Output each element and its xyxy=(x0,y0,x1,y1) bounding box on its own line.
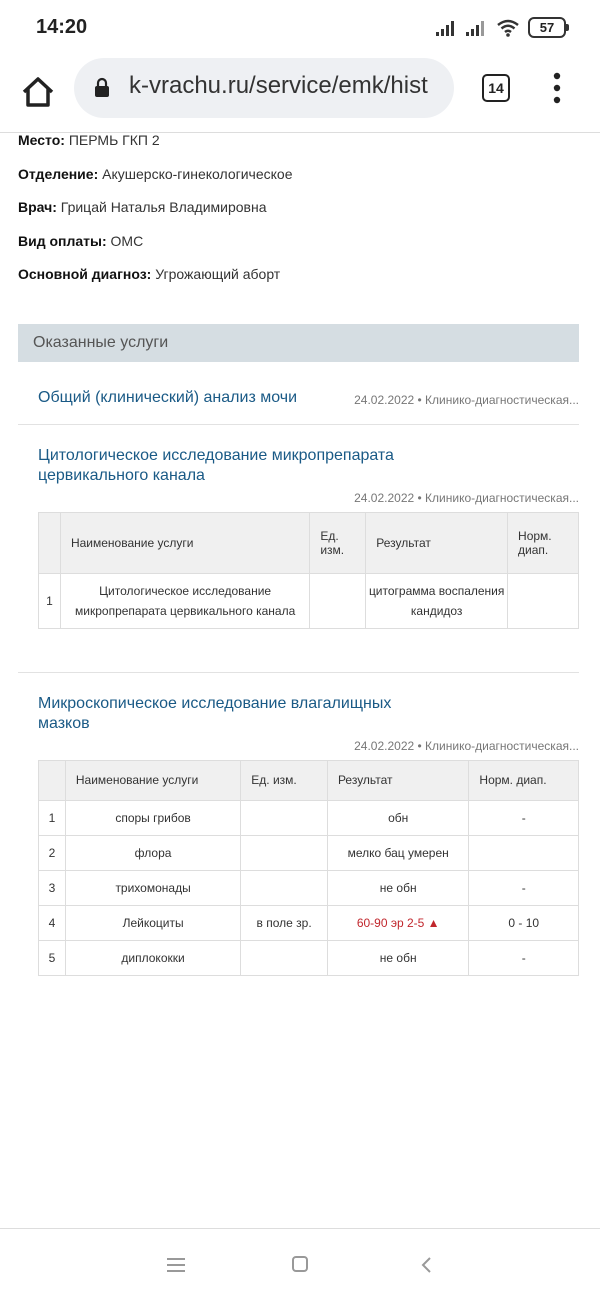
recent-apps-icon[interactable] xyxy=(167,1257,185,1273)
home-icon[interactable] xyxy=(18,72,58,112)
tabs-button[interactable]: 14 xyxy=(482,74,510,102)
wifi-icon xyxy=(496,19,520,37)
info-row-department: Отделение: Акушерско-гинекологическое xyxy=(18,165,293,182)
table-row: 3 трихомонады не обн - xyxy=(39,870,579,905)
info-row-diagnosis: Основной диагноз: Угрожающий аборт xyxy=(18,266,281,282)
address-bar[interactable] xyxy=(74,58,454,118)
table-header: Наименование услуги Ед. изм. Результат Норм. диап. xyxy=(39,760,579,800)
service-item[interactable] xyxy=(18,362,579,425)
lock-icon xyxy=(94,77,110,97)
service-meta: 24.02.2022 • Клинико-диагностическая... xyxy=(354,738,579,753)
results-table xyxy=(38,760,579,976)
service-title[interactable]: Цитологическое исследование микропрепарата цервикального канала xyxy=(38,446,394,484)
abnormal-result: 60-90 эр 2-5 ▲ xyxy=(327,905,468,940)
status-icons xyxy=(436,17,566,38)
info-row-payment: Вид оплаты: ОМС xyxy=(18,232,144,249)
table-row: 4 Лейкоциты в поле зр. 60-90 эр 2-5 ▲ 0 - 10 xyxy=(39,905,579,940)
url-text: k-vrachu.ru/service/emk/hist xyxy=(129,72,428,99)
signal-icon xyxy=(436,20,458,36)
table-row: 2 флора мелко бац умерен xyxy=(39,835,579,870)
service-item[interactable] xyxy=(18,425,579,673)
home-nav-icon[interactable] xyxy=(292,1256,308,1272)
browser-toolbar xyxy=(0,56,600,133)
section-title: Оказанные услуги xyxy=(18,324,579,362)
service-item[interactable] xyxy=(18,673,579,976)
back-nav-icon[interactable] xyxy=(420,1256,432,1274)
signal-icon-2 xyxy=(466,20,488,36)
status-time: 14:20 xyxy=(36,16,88,38)
system-nav-bar xyxy=(0,1228,600,1300)
table-row: 5 диплококки не обн - xyxy=(39,940,579,975)
results-table xyxy=(38,512,579,629)
table-row: 1 споры грибов обн - xyxy=(39,800,579,835)
info-row-place: Место: ПЕРМЬ ГКП 2 xyxy=(18,132,160,148)
visit-info xyxy=(18,132,579,300)
more-menu-icon[interactable] xyxy=(549,70,565,106)
service-meta: 24.02.2022 • Клинико-диагностическая... xyxy=(354,490,579,505)
status-bar xyxy=(0,0,600,56)
service-title[interactable]: Общий (клинический) анализ мочи xyxy=(38,388,298,406)
service-title[interactable]: Микроскопическое исследование влагалищных мазков xyxy=(38,694,392,732)
battery-icon: 57 xyxy=(528,17,566,38)
table-header: Наименование услуги Ед. изм. Результат Норм. диап. xyxy=(39,512,579,573)
info-row-doctor: Врач: Грицай Наталья Владимировна xyxy=(18,199,267,215)
service-meta: 24.02.2022 • Клинико-диагностическая... xyxy=(354,392,579,407)
table-row: 1 Цитологическое исследование микропрепарата цервикального канала цитограмма воспаления кандидоз xyxy=(39,573,579,628)
